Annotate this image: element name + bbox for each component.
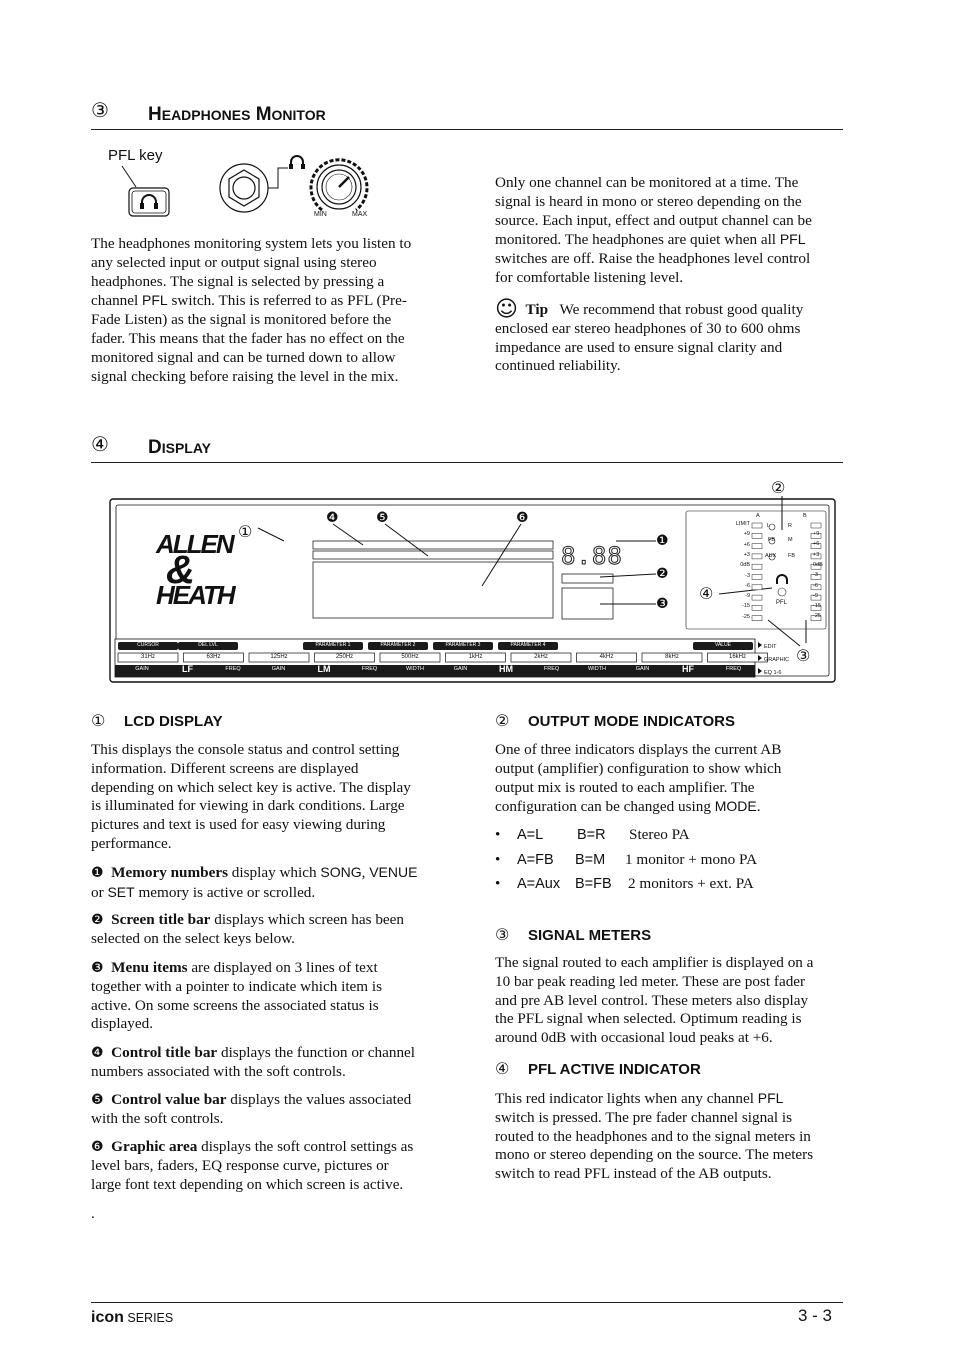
callout-b1: ❶: [656, 533, 669, 549]
mode-l-label: L: [767, 523, 771, 529]
bullet-monitor-mono-pa: • A=FB B=M 1 monitor + mono PA: [495, 851, 758, 868]
lcd-item-memory-numbers: ❶ Memory numbers display which SONG, VENUE or SET memory is active or scrolled.: [91, 864, 418, 901]
control-function-label: WIDTH: [587, 666, 607, 672]
pfl-key-figure: [96, 140, 396, 235]
meter-scale-label: -3: [745, 572, 750, 579]
soft-key-tab-label: DEL LVL: [198, 642, 218, 648]
meter-led-a: [752, 533, 762, 538]
meter-scale-label: +9: [813, 531, 820, 537]
lcd-item-menu-items: ❸ Menu items are displayed on 3 lines of text together with a pointer to indicate which item is active. On some screens the associated status is displayed.: [91, 959, 383, 1033]
meter-led-a: [752, 544, 762, 549]
soft-key-tab-label: PARAMETER 4: [510, 642, 546, 648]
pfl-active-heading: ④ PFL ACTIVE INDICATOR: [495, 1059, 701, 1078]
meter-scale-label: LIMIT: [735, 521, 750, 527]
meter-a-label: A: [756, 513, 760, 519]
page-number: 3 - 3: [798, 1306, 833, 1325]
meter-b-label: B: [803, 513, 807, 519]
meter-scale-label: -9: [745, 593, 750, 600]
meter-scale-label: -3: [813, 572, 818, 579]
callout-1: ①: [238, 522, 253, 541]
meter-scale-label: +6: [743, 541, 750, 548]
control-function-label: GAIN: [635, 666, 650, 672]
frequency-label: 1kHz: [468, 654, 483, 660]
knob-min-label: MIN: [314, 211, 327, 218]
meter-led-a: [752, 554, 762, 559]
meter-led-a: [752, 605, 762, 610]
frequency-label: 250Hz: [335, 654, 354, 660]
monitoring-paragraph: Only one channel can be monitored at a time. The signal is heard in mono or stereo depending on the source. Each input, effect and output channel can be monitored. The headphones are quiet when all PFL switches are off. Raise the headphones level control for comfortable listening level.: [495, 174, 812, 286]
control-function-label: HM: [499, 664, 513, 674]
section-title: DISPLAY: [148, 437, 212, 458]
meter-scale-label: -15: [813, 603, 821, 610]
signal-meters-heading: ③ SIGNAL METERS: [495, 925, 652, 944]
lcd-item-screen-title-bar: ❷ Screen title bar displays which screen has been selected on the select keys below.: [91, 911, 405, 947]
frequency-label: 16kHz: [728, 654, 746, 660]
control-function-label: FREQ: [543, 666, 560, 672]
memory-number-display: 8.88: [561, 542, 623, 570]
frequency-label: 31Hz: [140, 654, 155, 660]
meter-led-a: [752, 585, 762, 590]
bullet-monitors-ext-pa: • A=Aux B=FB 2 monitors + ext. PA: [495, 875, 754, 892]
signal-meters-paragraph: The signal routed to each amplifier is displayed on a 10 bar peak reading led meter. These are post fader and pre AB level control. These meters also display the PFL signal when selected. Optimum reading is around 0dB with occasional loud peaks at +6.: [495, 954, 814, 1047]
control-function-label: FREQ: [725, 666, 742, 672]
control-function-label: FREQ: [225, 666, 241, 672]
meter-scale-label: -25: [742, 613, 750, 620]
meter-scale-label: -6: [813, 582, 818, 589]
meter-scale-label: +3: [813, 551, 820, 558]
lcd-display-heading: ① LCD DISPLAY: [91, 711, 223, 730]
meter-scale-label: +3: [743, 551, 750, 558]
callout-2: ②: [771, 478, 786, 497]
meter-scale-label: +9: [743, 531, 750, 538]
meter-scale-label: -9: [813, 592, 818, 599]
pfl-active-paragraph: This red indicator lights when any channel PFL switch is pressed. The pre fader channel signal is routed to the headphones and to the signal meters in mono or stereo depending on the source. The meters switch to read PFL instead of the AB outputs.: [495, 1090, 814, 1183]
meter-scale-label: -6: [745, 582, 750, 589]
footer-series: icon SERIES: [91, 1309, 174, 1326]
knob-max-label: MAX: [352, 211, 368, 218]
section-rule: [91, 462, 843, 463]
callout-3: ③: [796, 646, 811, 665]
stray-dot: .: [91, 1205, 95, 1222]
frequency-label: 63Hz: [206, 654, 221, 660]
pfl-indicator-label: PFL: [776, 600, 788, 606]
callout-b6: ❻: [516, 510, 529, 526]
meter-scale-label: +6: [813, 541, 820, 548]
meter-led-a: [752, 575, 762, 580]
lcd-item-graphic-area: ❻ Graphic area displays the soft control settings as level bars, faders, EQ response curve, pictures or large font text depending on which screen is active.: [91, 1138, 414, 1193]
meter-scale-label: 0dB: [740, 562, 750, 569]
meter-scale-label: -25: [813, 613, 821, 620]
section-number: ④: [91, 432, 109, 456]
control-function-label: LF: [182, 664, 193, 674]
control-function-label: HF: [682, 664, 694, 674]
frequency-label: 4kHz: [599, 654, 614, 660]
bullet-stereo-pa: • A=L B=R Stereo PA: [495, 826, 690, 843]
tip-paragraph: ☺ Tip We recommend that robust good quality enclosed ear stereo headphones of 30 to 600 ohms impedance are used to ensure signal clarity and continued reliability.: [495, 297, 804, 375]
lcd-display-paragraph: This displays the console status and control setting information. Different screens are displayed depending on which select key is active. The display is illuminated for viewing in dark conditions. Large pictures and text is used for easy viewing during performance.: [91, 741, 411, 852]
frequency-label: 2kHz: [534, 654, 548, 660]
meter-led-a: [752, 616, 762, 621]
callout-b5: ❺: [376, 510, 389, 526]
edit-key-labels: EDIT GRAPHIC EQ 1-6: [764, 644, 790, 676]
section-rule: [91, 129, 843, 130]
output-mode-paragraph: One of three indicators displays the current AB output (amplifier) configuration to show which output mix is routed to each amplifier. The configuration can be changed using MODE.: [495, 741, 782, 816]
soft-key-tab-label: PARAMETER 2: [380, 642, 416, 648]
allen-heath-logo: ALLEN & HEATH: [156, 529, 234, 610]
mode-fb-label: FB: [768, 537, 776, 543]
meter-scale-label: 0dB: [813, 561, 823, 568]
pfl-key-label: PFL key: [108, 147, 163, 164]
frequency-label: 500Hz: [401, 654, 419, 660]
section-title: HEADPHONES MONITOR: [148, 104, 326, 125]
soft-key-tab-label: PARAMETER 3: [445, 642, 481, 648]
lcd-item-control-title-bar: ❹ Control title bar displays the function or channel numbers associated with the soft controls.: [91, 1044, 415, 1080]
meter-led-a: [752, 595, 762, 600]
smiley-icon: ☺: [495, 297, 518, 322]
control-function-label: GAIN: [453, 666, 468, 672]
callout-b4: ❹: [326, 510, 339, 526]
control-function-label: WIDTH: [405, 666, 425, 672]
mode-m-label: M: [788, 537, 793, 543]
soft-key-tab-label: VALUE: [714, 642, 732, 648]
callout-b3: ❸: [656, 596, 669, 612]
section-number: ③: [91, 98, 109, 122]
soft-key-tab-label: CURSOR: [137, 642, 159, 648]
mode-aux-label: AUX: [765, 553, 777, 559]
control-function-label: FREQ: [361, 666, 378, 672]
meter-led-b: [811, 523, 821, 528]
control-function-label: GAIN: [271, 666, 286, 672]
control-function-label: LM: [317, 664, 331, 674]
headphone-jack-diagram: [96, 140, 396, 235]
mode-r-label: R: [788, 523, 792, 529]
meter-led-a: [752, 564, 762, 569]
meter-led-a: [752, 523, 762, 528]
control-function-label: GAIN: [135, 666, 149, 672]
output-mode-heading: ② OUTPUT MODE INDICATORS: [495, 711, 735, 730]
soft-key-tab-label: PARAMETER 1: [315, 642, 351, 648]
display-panel-diagram: [108, 478, 838, 688]
footer-rule: [91, 1302, 843, 1303]
headphones-intro-paragraph: The headphones monitoring system lets you listen to any selected input or output signal using stereo headphones. The signal is selected by pressing a channel PFL switch. This is referred to as PFL (Pre- Fade Listen) as the signal is monitored before the fader. This means that the fader has no effect on the monitored signal and can be turned down to allow signal checking before raising the level in the mix.: [91, 235, 412, 385]
frequency-label: 125Hz: [270, 654, 288, 660]
lcd-item-control-value-bar: ❺ Control value bar displays the values associated with the soft controls.: [91, 1091, 412, 1127]
callout-b2: ❷: [656, 566, 669, 582]
callout-4: ④: [699, 584, 714, 603]
mode-fb2-label: FB: [788, 553, 796, 559]
frequency-label: 8kHz: [665, 654, 679, 660]
meter-scale-label: -15: [742, 603, 750, 610]
